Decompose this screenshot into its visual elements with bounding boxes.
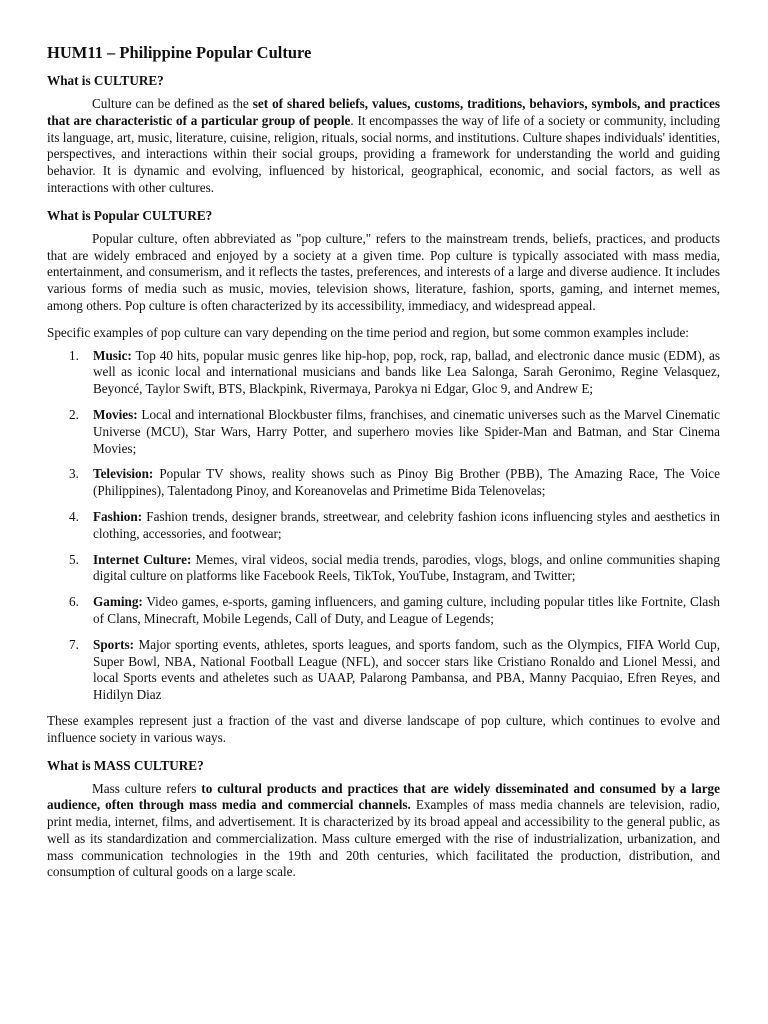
list-item: [47, 466, 720, 500]
mass-culture-text-end: Examples of mass media channels are television, radio, print media, internet, films, and advertisement. It is characterized by its broad appeal and accessibility to the general public, as well as its standardization and commercialization. Mass culture emerged with the rise of industrialization, urbanization, and mass communication technologies in the 19th and 20th centuries, which facilitated the production, distribution, and consumption of cultural goods on a large scale.: [47, 797, 720, 880]
list-item-text: Video games, e-sports, gaming influencers, and gaming culture, including popular titles like Fortnite, Clash of Clans, Minecraft, Mobile Legends, Call of Duty, and League of Legends;: [93, 594, 720, 626]
culture-text-end: . It encompasses the way of life of a society or community, including its language, art, music, literature, cuisine, religion, rituals, social norms, and institutions. Culture shapes individuals' identities, perspectives, and interactions within their social groups, providing a framework for understanding the world and guiding behavior. It is dynamic and evolving, influenced by historical, geographical, economic, and social factors, as well as interactions with other cultures.: [47, 112, 720, 195]
list-item-number: 4.: [69, 508, 79, 524]
list-item: [47, 552, 720, 586]
list-item: [47, 348, 720, 398]
list-item-label: Gaming:: [93, 594, 143, 610]
list-item-text: Memes, viral videos, social media trends, parodies, vlogs, blogs, and online communities shaping digital culture on platforms like Facebook Reels, TikTok, YouTube, Instagram, and Twitter;: [93, 551, 720, 584]
mass-culture-definition-bold: to cultural products and practices that are widely disseminated and consumed by a large audience, often through mass media and commercial channels.: [47, 780, 720, 813]
examples-intro-paragraph: Specific examples of pop culture can vary depending on the time period and region, but some common examples include:: [47, 324, 689, 340]
popular-culture-paragraph: Popular culture, often abbreviated as "pop culture," refers to the mainstream trends, beliefs, practices, and products that are widely embraced and enjoyed by a society at a given time. Pop culture is typically associated with mass media, entertainment, and consumerism, and it reflects the tastes, preferences, and interests of a large and diverse audience. It includes various forms of media such as music, movies, television shows, literature, fashion, sports, gaming, and internet memes, among others. Pop culture is often characterized by its accessibility, immediacy, and widespread appeal.: [47, 230, 720, 313]
list-item-label: Music:: [93, 347, 132, 363]
document-title: HUM11 – Philippine Popular Culture: [47, 43, 312, 62]
list-item-label: Movies:: [93, 406, 138, 422]
list-item-text: Top 40 hits, popular music genres like hip-hop, pop, rock, rap, ballad, and electronic dance music (EDM), as well as iconic local and international musicians and bands like Lea Salonga, Sarah Geronimo, Regine Velasquez, Beyoncé, Taylor Swift, BTS, Blackpink, Rivermaya, Parokya ni Edgar, Gloc 9, and Andrew E;: [93, 347, 720, 397]
list-item: [47, 637, 720, 704]
list-item-text: Popular TV shows, reality shows such as Pinoy Big Brother (PBB), The Amazing Race, The Voice (Philippines), Talentadong Pinoy, and Koreanovelas and Primetime Bida Telenovelas;: [93, 466, 720, 499]
popular-culture-heading: What is Popular CULTURE?: [47, 207, 213, 223]
list-item-number: 2.: [69, 406, 79, 422]
list-item-label: Fashion:: [93, 508, 143, 524]
list-item-text: Fashion trends, designer brands, streetwear, and celebrity fashion icons influencing styles and aesthetics in clothing, accessories, and footwear;: [93, 508, 720, 541]
mass-culture-paragraph: [47, 781, 720, 882]
mass-culture-text-start: Mass culture refers: [92, 780, 202, 796]
list-item-number: 6.: [69, 594, 79, 610]
culture-paragraph: [47, 96, 720, 197]
list-item: [47, 407, 720, 457]
list-item-text: Major sporting events, athletes, sports leagues, and sports fandom, such as the Olympics, FIFA World Cup, Super Bowl, NBA, National Football League (NFL), and soccer stars like Cristiano Ronaldo and Lionel Messi, and local Sports events and atheletes such as UAAP, Palarong Pambansa, and PBA, Manny Pacquiao, Efren Reyes, and Hidilyn Diaz: [93, 636, 720, 703]
list-item-number: 7.: [69, 636, 79, 652]
list-item: [47, 594, 720, 628]
list-item-text: Local and international Blockbuster films, franchises, and cinematic universes such as the Marvel Cinematic Universe (MCU), Star Wars, Harry Potter, and superhero movies like Spider-Man and Batman, and Star Cinema Movies;: [93, 406, 720, 456]
list-item-number: 5.: [69, 551, 79, 567]
list-item-label: Television:: [93, 466, 154, 482]
list-item-number: 3.: [69, 466, 79, 482]
list-item: [47, 509, 720, 543]
culture-definition-bold: set of shared beliefs, values, customs, traditions, behaviors, symbols, and practices that are characteristic of a particular group of people: [47, 96, 720, 128]
list-item-number: 1.: [69, 347, 79, 363]
examples-summary-paragraph: These examples represent just a fraction of the vast and diverse landscape of pop culture, which continues to evolve and influence society in various ways.: [47, 712, 720, 745]
mass-culture-heading: What is MASS CULTURE?: [47, 757, 204, 773]
examples-list: [47, 348, 720, 704]
culture-heading: What is CULTURE?: [47, 73, 164, 88]
list-item-label: Sports:: [93, 636, 135, 652]
culture-text-start: Culture can be defined as the: [92, 96, 253, 111]
document-page: [47, 42, 720, 881]
list-item-label: Internet Culture:: [93, 551, 192, 567]
